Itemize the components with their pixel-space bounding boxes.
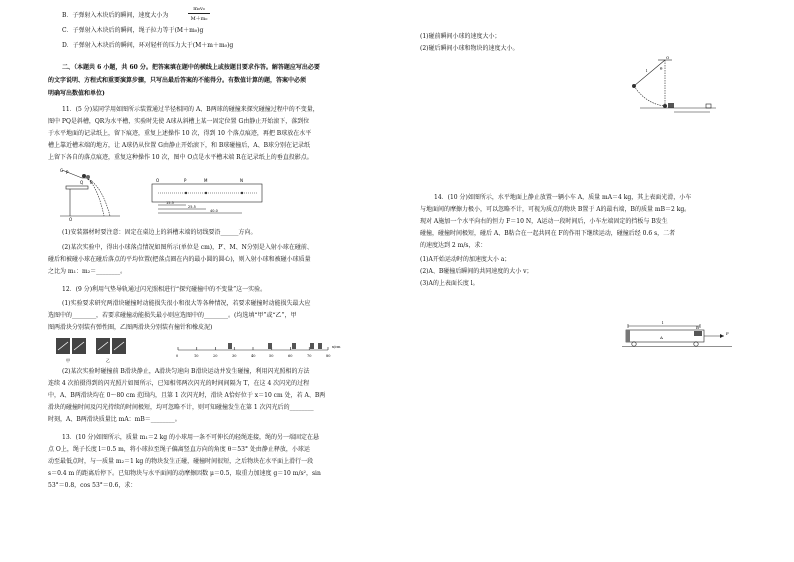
q14-line-5: 的速度达到 2 m/s，求：	[420, 242, 487, 249]
option-b-fraction	[188, 6, 210, 22]
option-b: B．子弹射入木块后的瞬间，速度大小为	[62, 12, 169, 19]
option-c: C．子弹射入木块后的瞬间，绳子拉力等于(M＋m₀)g	[62, 27, 204, 34]
q12-heading: 12．(9 分)利用气垫导轨通过闪光照相进行“探究碰撞中的不变量”这一实验。	[62, 286, 267, 293]
q11-line-1: 11．(5 分)某同学用如图所示装置通过半径相同的 A、B两球的碰撞来探究碰撞过程中的不变量，	[62, 106, 319, 113]
q11-part-2c: 之比为 m₁：m₂＝________。	[48, 268, 127, 275]
q13-line-4: s＝0.4 m 的距离后停下。已知物块与水平面间的动摩擦因数 μ＝0.5，取重力加速度 g＝10 m/s²，sin	[48, 470, 321, 477]
section-instructions-2: 的文字说明、方程式和重要演算步骤，只写出最后答案的不能得分。有数值计算的题，答案中必须	[48, 77, 307, 84]
fig14-label-b: B	[696, 325, 699, 330]
fig11b-label-p: P	[184, 178, 187, 183]
option-d: D．子弹射入木块后的瞬间，环对轻杆的压力大于(M＋m＋m₀)g	[62, 42, 234, 49]
fig11b-dist-2: 25.5	[188, 205, 196, 209]
q12-slider-figures	[54, 336, 132, 364]
fig13-label-o: O	[666, 56, 670, 60]
fig11-label-q: Q	[80, 180, 84, 185]
q13-question-2: (2)碰后瞬间小球和物块的速度大小。	[420, 45, 519, 52]
ruler-tick-80: 80	[326, 354, 331, 358]
q11-line-2: 图中 PQ是斜槽，QR为水平槽，实验时先使 A球从斜槽上某一固定位置 G由静止开始滚下，落到位	[48, 118, 310, 125]
ruler-tick-70: 70	[307, 354, 312, 358]
ruler-tick-40: 40	[251, 354, 256, 358]
q12-part-1b: 选图中的________，若要求碰撞动能损失最小则应选图中的________。(均选填“甲”或“乙”，甲	[48, 312, 297, 319]
fig11-label-g: G	[60, 168, 64, 173]
fig11b-label-m: M	[204, 178, 208, 183]
q12-ruler-figure	[168, 336, 352, 360]
q11-apparatus-figure	[58, 164, 122, 222]
q14-line-1: 14．(10 分)如图所示，水平地面上静止放置一辆小车 A，质量 mA＝4 kg，其上表面光滑，小车	[434, 194, 692, 201]
ruler-tick-50: 50	[269, 354, 274, 358]
section-instructions-3: 明确写出数值和单位)	[48, 90, 105, 97]
q14-cart-figure	[620, 318, 740, 354]
ruler-tick-10: 10	[194, 354, 199, 358]
q11-part-1: (1)安装器材时要注意：固定在桌边上的斜槽末端的切线要沿______方向。	[62, 229, 257, 236]
slider-label-jia: 甲	[66, 358, 70, 363]
fig11b-label-n: N	[240, 178, 243, 183]
q11-part-2a: (2)某次实验中，得出小球落点情况如图所示(单位是 cm)，P′、M、N分别是入射小球在碰前、	[62, 244, 313, 251]
q14-question-3: (3)A的上表面长度 l。	[420, 280, 479, 287]
q12-part-2-line-3: 中，A、B两滑块均在 0～80 cm 范围内，且第 1 次闪光时，滑块 A恰好位于 x＝10 cm 处，若 A、B两	[48, 392, 326, 399]
q11-landing-diagram	[148, 176, 266, 216]
fig13-label-theta: θ	[660, 66, 663, 71]
q12-part-2-line-1: (2)某次实验时碰撞前 B滑块静止，A滑块匀速向 B滑块运动并发生碰撞，利用闪光照相的方法	[62, 368, 310, 375]
fig14-label-l: l	[662, 320, 664, 325]
ruler-tick-0: 0	[176, 354, 179, 358]
q13-line-3: 动至最低点时，与一质量 m₂＝1 kg 的物块发生正碰，碰撞时间很短，之后物块在水平面上滑行一段	[48, 458, 314, 465]
fig11-label-p: P	[66, 170, 69, 175]
q14-line-4: 碰撞，碰撞时间极短，碰后 A、B粘合在一起共同在 F的作用下继续运动，碰撞后经 0.6 s，二者	[420, 230, 676, 237]
q12-part-2-line-4: 滑块的碰撞时间及闪光持续的时间极短，均可忽略不计，则可知碰撞发生在第 1 次闪光后的________	[48, 404, 314, 411]
q14-line-3: 现对 A施加一个水平向右的恒力 F＝10 N，A运动一段时间后，小车左端固定的挡板与 B发生	[420, 218, 668, 225]
q11-part-2b: 碰后和被碰小球在碰后落点的平均位置(把落点圈在内的最小圆的圆心)，则入射小球和被碰小球质量	[48, 256, 311, 263]
fraction-denominator: M＋m₀	[190, 16, 208, 22]
q14-question-1: (1)A开始运动时的加速度大小 a；	[420, 256, 511, 263]
fig11b-dist-3: 40.0	[210, 209, 218, 213]
section-instructions-1: 二、（本题共 6 小题，共 60 分。把答案填在题中的横线上或按题目要求作答。解答题应写出必要	[62, 64, 320, 71]
fraction-numerator: m₀v₀	[193, 6, 205, 12]
q14-question-2: (2)A、B碰撞后瞬间的共同速度的大小 v；	[420, 268, 533, 275]
q12-part-1a: (1)实验要求研究两滑块碰撞时动能损失很小和很大等各种情况，若要求碰撞时动能损失最大应	[62, 300, 311, 307]
fig11b-label-o: O	[156, 178, 160, 183]
fig11-label-r: R	[90, 180, 93, 185]
slider-label-yi: 乙	[106, 358, 110, 363]
q11-line-4: 槽上靠近槽末端的地方，让 A球仍从位置 G由静止开始滚下，和 B球碰撞后，A、B球分别在记录纸	[48, 142, 311, 149]
q13-line-1: 13．(10 分)如图所示，质量 m₁＝2 kg 的小球用一条不可伸长的轻绳连接，绳的另一端固定在悬	[62, 434, 319, 441]
q13-line-2: 点 O上，绳子长度 l＝0.5 m，将小球拉至绳子偏离竖直方向的角度 θ＝53° 处由静止释放，小球运	[48, 446, 310, 453]
fig11-label-o: O	[69, 217, 73, 222]
q13-line-5: 53°＝0.8，cos 53°＝0.6，求：	[48, 482, 137, 489]
q13-pendulum-figure	[620, 56, 720, 114]
ruler-ticks	[178, 347, 328, 350]
q14-line-2: 与地面间的摩擦力极小，可以忽略不计，可视为质点的物块 B置于 A的最右端，B的质量 mB＝2 kg。	[420, 206, 691, 213]
fig13-label-l: l	[646, 68, 648, 73]
ruler-tick-60: 60	[288, 354, 293, 358]
q11-line-5: 上留下各自的落点痕迹，重复这种操作 10 次，图中 O点是水平槽末端 R在记录纸上的垂直投影点。	[48, 154, 313, 161]
q12-part-2-line-5: 时刻，A、B两滑块质量比 mA：mB＝________。	[48, 416, 181, 423]
ruler-unit: x/cm	[332, 345, 341, 349]
fig11b-dist-1: 15.5	[166, 201, 174, 205]
ruler-tick-20: 20	[213, 354, 218, 358]
fig14-label-f: F	[726, 331, 729, 336]
q13-question-1: (1)碰前瞬间小球的速度大小；	[420, 33, 501, 40]
fig14-label-a: A	[660, 335, 663, 340]
q12-part-1c: 图两滑块分别装有弹性圈，乙图两滑块分别装有撞针和橡皮泥)	[48, 324, 213, 331]
q12-part-2-line-2: 连续 4 次拍摄得到的闪光照片如图所示，已知相邻两次闪光的时间间隔为 T，在这 4 次闪光的过程	[48, 380, 310, 387]
ruler-tick-30: 30	[232, 354, 237, 358]
q11-line-3: 于水平地面的记录纸上，留下痕迹，重复上述操作 10 次，得到 10 个落点痕迹，再把 B球放在水平	[48, 130, 312, 137]
